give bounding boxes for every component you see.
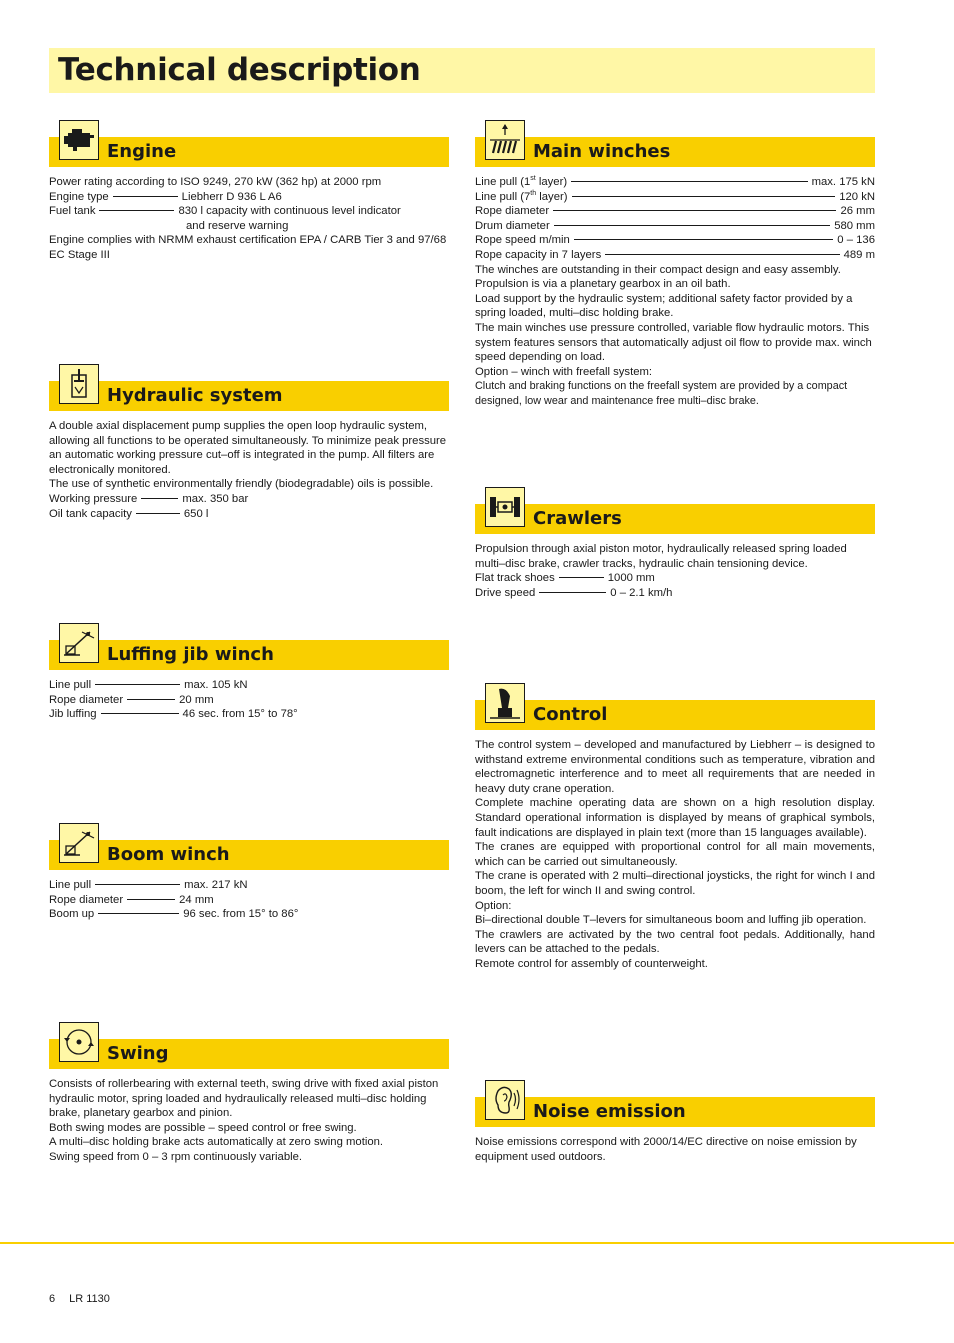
engine-icon — [59, 120, 99, 160]
footer — [49, 1293, 110, 1305]
spec-row — [49, 893, 449, 908]
control-option: Bi–directional double T–levers for simultaneous boom and luffing jib operation. — [475, 914, 867, 927]
spec-value: 1000 mm — [607, 572, 655, 585]
section-header — [475, 700, 875, 730]
spec-value: max. 350 bar — [182, 492, 249, 505]
winch-motors: The main winches use pressure controlled, variable flow hydraulic motors. This system features sensors that automatically adjust oil flow to provide max. winch speed depending on load. — [475, 321, 872, 364]
spec-label: Boom up — [49, 908, 95, 921]
spec-value: 650 l — [183, 507, 209, 520]
spec-value: 20 mm — [179, 693, 214, 706]
section-header — [49, 840, 449, 870]
spec-label: Fuel tank — [49, 205, 96, 218]
spec-label: Engine type — [49, 190, 109, 203]
spec-value: 580 mm — [834, 219, 875, 232]
spec-value: Liebherr D 936 L A6 — [181, 190, 282, 203]
spec-value: 830 l capacity with continuous level indicator — [178, 205, 401, 218]
spec-value: 0 – 136 — [837, 234, 875, 247]
spec-label: Line pull — [49, 679, 92, 691]
spec-row — [475, 586, 875, 601]
section-header — [49, 137, 449, 167]
spec-value: max. 175 kN — [811, 176, 875, 188]
spec-label: Flat track shoes — [475, 572, 555, 585]
swing-speed: Swing speed from 0 – 3 rpm continuously variable. — [49, 1150, 303, 1163]
section-title: Crawlers — [533, 508, 622, 529]
crawler-icon — [485, 487, 525, 527]
section-header — [475, 137, 875, 167]
spec-row — [49, 204, 449, 219]
spec-row — [49, 707, 449, 722]
spec-row — [475, 190, 875, 205]
hydraulic-oils: The use of synthetic environmentally friendly (biodegradable) oils is possible. — [49, 478, 434, 491]
noise-desc: Noise emissions correspond with 2000/14/EC directive on noise emission by equipment used outdoors. — [475, 1136, 857, 1163]
boom-winch-icon — [59, 823, 99, 863]
spec-label: Jib luffing — [49, 708, 97, 721]
winch-freefall: Clutch and braking functions on the freefall system are provided by a compact designed, low wear and maintenance free multi–disc brake. — [475, 380, 848, 407]
spec-value: max. 217 kN — [184, 879, 248, 891]
spec-label: Line pull (7th layer) — [475, 189, 568, 203]
section-header — [475, 504, 875, 534]
spec-label: Drum diameter — [475, 219, 550, 232]
spec-label: Rope speed m/min — [475, 234, 570, 247]
page-title-bar — [49, 48, 875, 93]
spec-row — [475, 175, 875, 190]
spec-row — [475, 204, 875, 219]
spec-value: 24 mm — [179, 893, 214, 906]
winch-design: The winches are outstanding in their compact design and easy assembly. Propulsion is via a planetary gearbox in an oil bath. — [475, 263, 841, 291]
spec-row — [475, 219, 875, 234]
winch-option: Option – winch with freefall system: — [475, 365, 653, 378]
page-number: 6 — [49, 1293, 56, 1305]
main-winch-icon — [485, 120, 525, 160]
hydraulic-icon — [59, 364, 99, 404]
spec-row — [475, 571, 875, 586]
section-title: Hydraulic system — [107, 385, 283, 406]
control-joysticks: The crane is operated with 2 multi–directional joysticks, the right for winch I and boom, the left for winch II and swing control. — [475, 870, 875, 897]
spec-row — [49, 907, 449, 922]
section-header — [49, 1039, 449, 1069]
spec-row — [49, 678, 449, 693]
section-title: Control — [533, 704, 608, 725]
spec-label: Line pull — [49, 879, 92, 891]
spec-label: Rope diameter — [49, 693, 124, 706]
section-header — [49, 640, 449, 670]
spec-row — [475, 233, 875, 248]
joystick-icon — [485, 683, 525, 723]
spec-value: 26 mm — [840, 205, 875, 218]
control-proportional: The cranes are equipped with proportional control for all main movements, which can be carried out simultaneously. — [475, 841, 875, 868]
swing-modes: Both swing modes are possible – speed control or free swing. — [49, 1121, 357, 1134]
swing-icon — [59, 1022, 99, 1062]
winch-load-support: Load support by the hydraulic system; additional safety factor provided by a spring loaded, multi–disc holding brake. — [475, 292, 853, 320]
spec-label: Drive speed — [475, 586, 536, 599]
swing-brake: A multi–disc holding brake acts automatically at zero swing motion. — [49, 1136, 384, 1149]
spec-row — [49, 878, 449, 893]
spec-label: Rope capacity in 7 layers — [475, 248, 602, 261]
section-header — [475, 1097, 875, 1127]
spec-label: Oil tank capacity — [49, 507, 132, 520]
spec-row — [49, 492, 449, 507]
section-title: Swing — [107, 1043, 169, 1064]
control-pedals: The crawlers are activated by the two central foot pedals. Additionally, hand levers can be attached to the pedals. — [475, 928, 875, 956]
spec-label: Working pressure — [49, 492, 138, 505]
swing-desc: Consists of rollerbearing with external teeth, swing drive with fixed axial piston hydraulic motor, spring loaded and hydraulically released multi–disc holding brake, planetary gearbox and pinion. — [49, 1078, 439, 1120]
crawler-desc: Propulsion through axial piston motor, hydraulically released spring loaded multi–disc brake, crawler tracks, hydraulic chain tensioning device. — [475, 543, 847, 570]
spec-value: 96 sec. from 15° to 86° — [183, 908, 299, 921]
spec-label: Line pull (1st layer) — [475, 175, 568, 188]
spec-label: Rope diameter — [49, 893, 124, 906]
hydraulic-desc: A double axial displacement pump supplies the open loop hydraulic system, allowing all functions to be operated simultaneously. To minimize peak pressure an automatic working pressure cut–off is integrated in the pump. All filters are electronically monitored. — [49, 420, 447, 476]
page-title: Technical description — [58, 52, 421, 88]
spec-value: 0 – 2.1 km/h — [610, 586, 673, 599]
section-title: Luffing jib winch — [107, 644, 274, 665]
spec-value: 46 sec. from 15° to 78° — [182, 708, 298, 721]
control-option-label: Option: — [475, 899, 512, 912]
section-title: Main winches — [533, 141, 671, 162]
spec-row — [49, 693, 449, 708]
ear-icon — [485, 1080, 525, 1120]
spec-label: Rope diameter — [475, 205, 550, 218]
section-title: Boom winch — [107, 844, 230, 865]
luffing-winch-icon — [59, 623, 99, 663]
section-title: Noise emission — [533, 1101, 686, 1122]
spec-row — [475, 248, 875, 263]
section-header — [49, 381, 449, 411]
spec-value: 120 kN — [839, 190, 875, 203]
spec-value: 489 m — [843, 248, 875, 261]
engine-rating: Power rating according to ISO 9249, 270 kW (362 hp) at 2000 rpm — [49, 176, 382, 188]
spec-row — [49, 190, 449, 205]
footer-rule — [0, 1242, 954, 1244]
section-title: Engine — [107, 141, 177, 162]
control-display: Complete machine operating data are shown on a high resolution display. Standard operational information is displayed by means of graphical symbols, fault indications are displayed in plain text (more than 15 languages available). — [475, 797, 875, 839]
control-desc: The control system – developed and manufactured by Liebherr – is designed to withstand extreme environmental conditions such as temperature, vibration and electromagnetic interference and to meet all requirements that are needed in heavy duty crane operation. — [475, 739, 875, 795]
fuel-tank-cont: and reserve warning — [186, 219, 289, 232]
control-remote: Remote control for assembly of counterweight. — [475, 957, 708, 970]
spec-row — [49, 507, 449, 522]
model-name: LR 1130 — [69, 1293, 110, 1305]
engine-note: Engine complies with NRMM exhaust certification EPA / CARB Tier 3 and 97/68 EC Stage III — [49, 234, 447, 261]
spec-value: max. 105 kN — [184, 679, 248, 691]
